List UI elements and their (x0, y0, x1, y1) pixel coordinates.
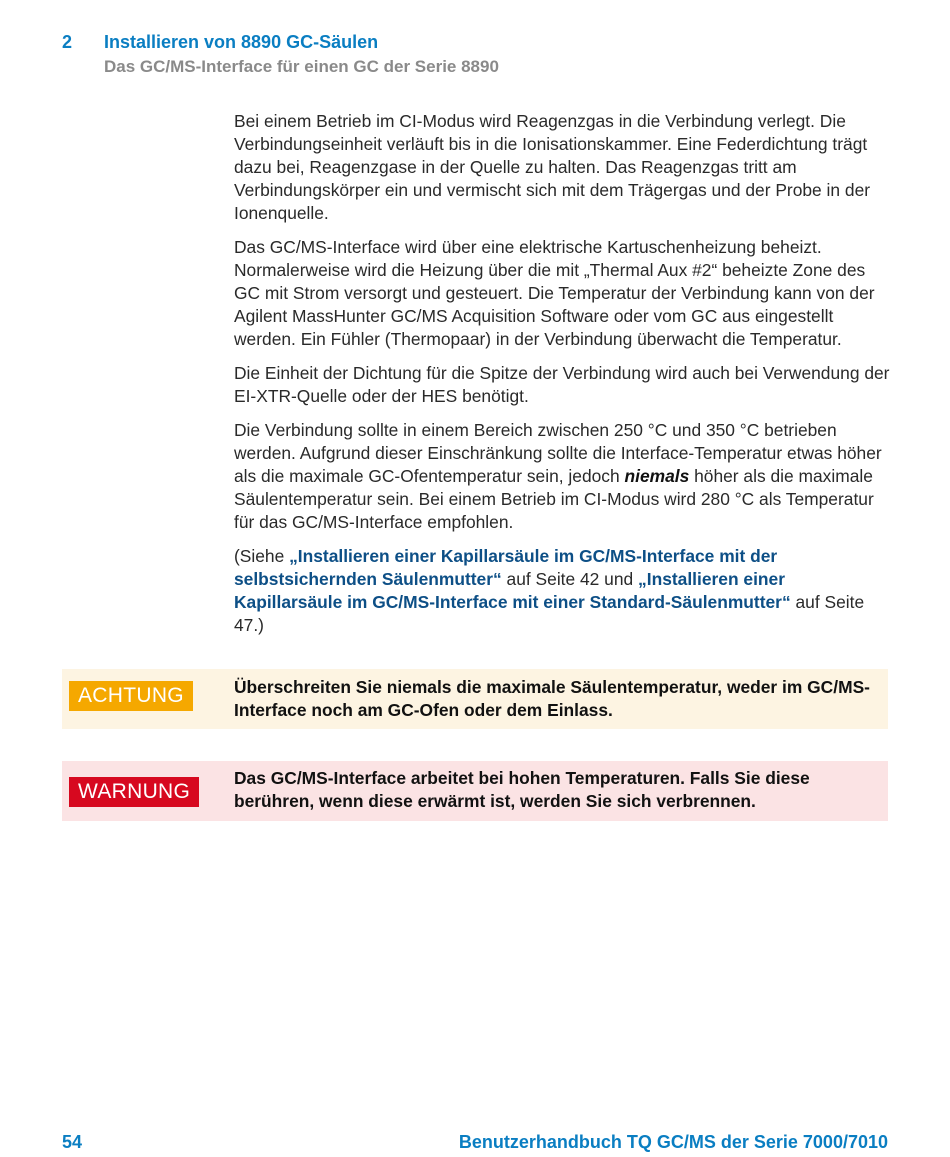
caution-box (62, 669, 888, 729)
body-text (234, 110, 894, 648)
chapter-title: Installieren von 8890 GC-Säulen (104, 32, 379, 52)
paragraph-references (234, 545, 894, 637)
paragraph-heater: Das GC/MS-Interface wird über eine elektrische Kartuschenheizung beheizt. Normalerweise wird die Heizung über die mit „Thermal Aux #2“ beheizte Zone des GC mit Strom versorgt und gesteuert. Die Temperatur der Verbindung kann von der Agilent MassHunter GC/MS Acquisition Software oder vom GC aus eingestellt werden. Ein Fühler (Thermopaar) in der Verbindung überwacht die Temperatur. (234, 237, 875, 349)
warning-label: WARNUNG (69, 777, 199, 807)
caution-text: Überschreiten Sie niemals die maximale Säulentemperatur, weder im GC/MS-Interface noch am GC-Ofen oder dem Einlass. (234, 677, 870, 720)
chapter-number: 2 (62, 32, 73, 52)
paragraph-ci-mode: Bei einem Betrieb im CI-Modus wird Reagenzgas in die Verbindung verlegt. Die Verbindungseinheit verläuft bis in die Ionisationskammer. Eine Federdichtung trägt dazu bei, Reagenzgase in der Quelle zu halten. Das Reagenzgas tritt am Verbindungskörper ein und vermischt sich mit dem Trägergas und der Probe in der Ionenquelle. (234, 111, 871, 223)
page-footer (62, 1132, 888, 1156)
warning-box (62, 761, 888, 821)
paragraph-temperature (234, 419, 894, 534)
temperature-text-end: höher als die maximale Säulentemperatur sein. Bei einem Betrieb im CI-Modus wird 280 °C als Temperatur für das GC/MS-Interface empfohlen. (234, 466, 874, 532)
section-title: Das GC/MS-Interface für einen GC der Serie 8890 (104, 57, 499, 76)
link-standard-nut[interactable]: „Installieren einer Kapillarsäule im GC/MS-Interface mit einer Standard-Säulenmutter“ (234, 569, 791, 612)
link-self-tightening-nut[interactable]: „Installieren einer Kapillarsäule im GC/MS-Interface mit der selbstsichernden Säulenmutter“ (234, 546, 778, 589)
paragraph-seal: Die Einheit der Dichtung für die Spitze der Verbindung wird auch bei Verwendung der EI-XTR-Quelle oder der HES benötigt. (234, 363, 890, 406)
chapter-heading (62, 32, 892, 53)
reference-close: auf Seite 47.) (234, 592, 865, 635)
caution-label: ACHTUNG (69, 681, 193, 711)
reference-middle: auf Seite 42 und (501, 569, 639, 589)
temperature-text-start: Die Verbindung sollte in einem Bereich zwischen 250 °C und 350 °C betrieben werden. Aufgrund dieser Einschränkung sollte die Interface-Temperatur etwas höher als die maximale GC-Ofentemperatur sein, jedoch (234, 420, 882, 486)
reference-open: (Siehe (234, 546, 290, 566)
manual-title: Benutzerhandbuch TQ GC/MS der Serie 7000/7010 (458, 1132, 888, 1152)
page-header (62, 32, 892, 77)
emphasis-niemals: niemals (624, 466, 690, 486)
page-number: 54 (62, 1132, 83, 1152)
warning-text: Das GC/MS-Interface arbeitet bei hohen Temperaturen. Falls Sie diese berühren, wenn diese erwärmt ist, werden Sie sich verbrennen. (234, 768, 810, 811)
